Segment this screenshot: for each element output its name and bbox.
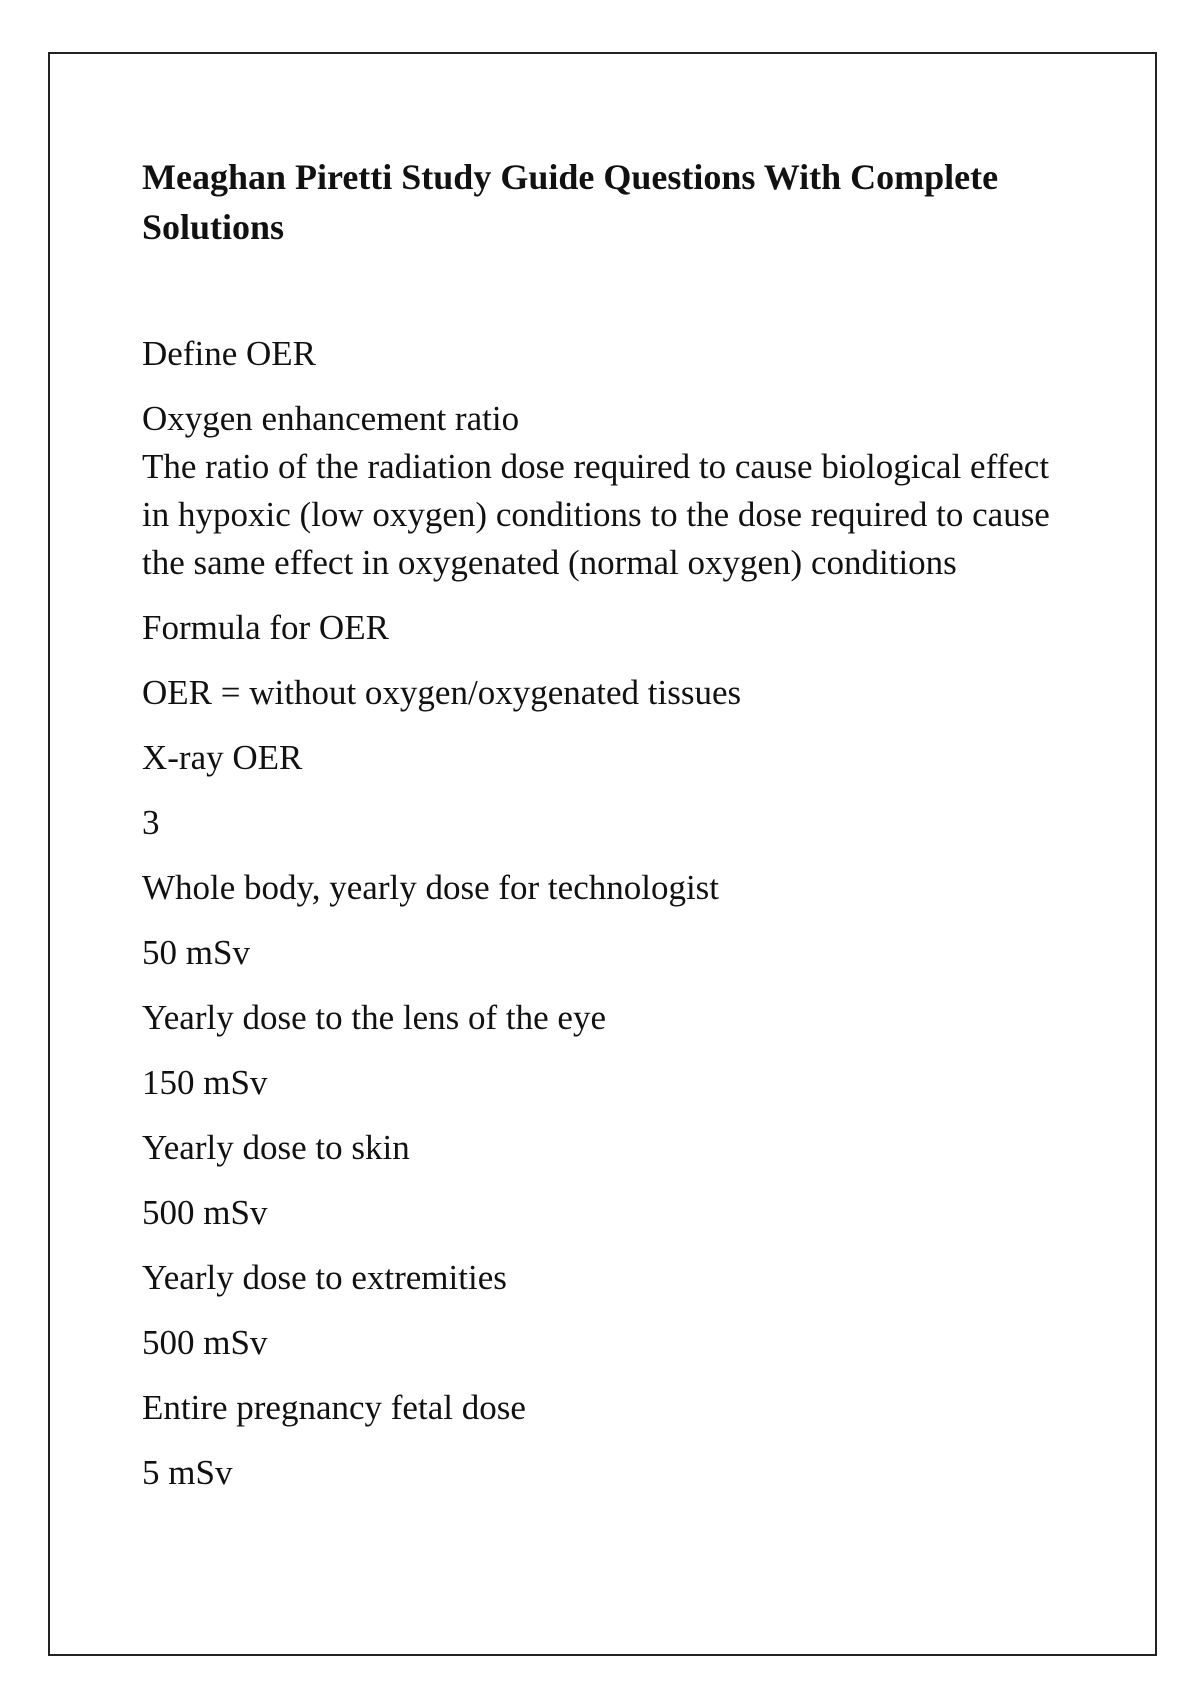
answer-lens-dose: 150 mSv: [142, 1063, 268, 1102]
question-extremities-dose: Yearly dose to extremities: [142, 1258, 507, 1297]
answer-extremities-dose: 500 mSv: [142, 1323, 268, 1362]
answer-whole-body-dose: 50 mSv: [142, 933, 250, 972]
question-define-oer: Define OER: [142, 334, 316, 373]
question-fetal-dose: Entire pregnancy fetal dose: [142, 1388, 526, 1427]
question-formula-oer: Formula for OER: [142, 608, 389, 647]
document-body: [142, 152, 1082, 1514]
answer-formula-oer: OER = without oxygen/oxygenated tissues: [142, 673, 742, 712]
question-lens-dose: Yearly dose to the lens of the eye: [142, 998, 606, 1037]
question-skin-dose: Yearly dose to skin: [142, 1128, 410, 1167]
question-whole-body-dose: Whole body, yearly dose for technologist: [142, 868, 720, 907]
answer-skin-dose: 500 mSv: [142, 1193, 268, 1232]
question-xray-oer: X-ray OER: [142, 738, 303, 777]
answer-define-oer: Oxygen enhancement ratio The ratio of the radiation dose required to cause biological effect in hypoxic (low oxygen) conditions to the dose required to cause the same effect in oxygenated (normal oxygen) conditions: [142, 399, 1050, 582]
answer-fetal-dose: 5 mSv: [142, 1453, 233, 1492]
qa-list: [142, 330, 1082, 1497]
answer-xray-oer: 3: [142, 803, 160, 842]
document-title: Meaghan Piretti Study Guide Questions With Complete Solutions: [142, 157, 999, 247]
